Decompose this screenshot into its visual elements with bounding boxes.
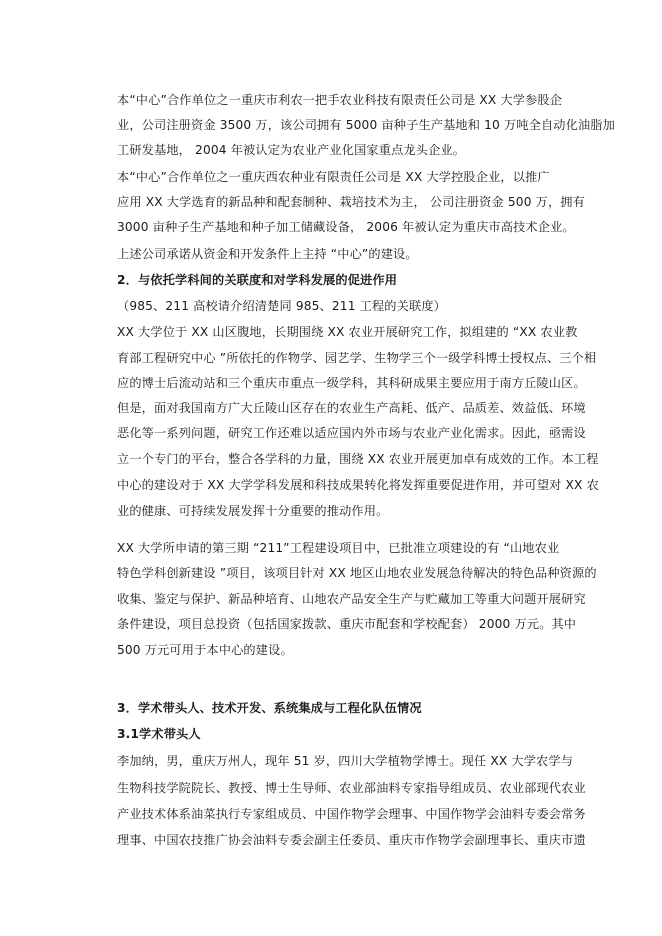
section3-heading: 3．学术带头人、技术开发、系统集成与工程化队伍情况 — [117, 701, 422, 715]
para5-line5: 500 万元可用于本中心的建设。 — [117, 643, 293, 657]
para2-line2: 应用 XX 大学选育的新品种和配套制种、栽培技术为主， 公司注册资金 500 万，拥有 — [117, 195, 585, 209]
para4-line6: 立一个专门的平台，整合各学科的力量，围绕 XX 农业开展更加卓有成效的工作。本工程 — [117, 452, 599, 466]
para2-line3: 3000 亩种子生产基地和种子加工储藏设备， 2006 年被认定为重庆市高技术企业。 — [117, 220, 575, 234]
para5-line1: XX 大学所申请的第三期 “211”工程建设项目中，已批准立项建设的有 “山地农业 — [117, 541, 560, 555]
para4-line7: 中心的建设对于 XX 大学学科发展和科技成果转化将发挥重要促进作用，并可望对 XX 农 — [117, 478, 599, 492]
section2-note: （985、211 高校请介绍清楚同 985、211 工程的关联度） — [117, 299, 446, 313]
section2-heading: 2．与依托学科间的关联度和对学科发展的促进作用 — [117, 273, 398, 287]
para4-line5: 恶化等一系列问题，研究工作还难以适应国内外市场与农业产业化需求。因此，亟需设 — [117, 426, 586, 440]
para4-line3: 应的博士后流动站和三个重庆市重点一级学科，其科研成果主要应用于南方丘陵山区。 — [117, 376, 586, 390]
section3-subheading: 3.1学术带头人 — [117, 727, 201, 741]
para5-line3: 收集、鉴定与保护、新品种培育、山地农产品安全生产与贮藏加工等重大问题开展研究 — [117, 592, 586, 606]
para2-line1: 本“中心”合作单位之一重庆西农种业有限责任公司是 XX 大学控股企业，以推广 — [117, 170, 550, 184]
para1-line3: 工研发基地， 2004 年被认定为农业产业化国家重点龙头企业。 — [117, 143, 466, 157]
para6-line4: 理事、中国农技推广协会油料专委会副主任委员、重庆市作物学会副理事长、重庆市遗 — [117, 833, 586, 847]
para1-line2: 业，公司注册资金 3500 万，该公司拥有 5000 亩种子生产基地和 10 万吨全自动化油脂加 — [117, 118, 615, 132]
para6-line1: 李加纳，男，重庆万州人，现年 51 岁，四川大学植物学博士。现任 XX 大学农学与 — [117, 754, 574, 768]
para1-line1: 本“中心”合作单位之一重庆市利农一把手农业科技有限责任公司是 XX 大学参股企 — [117, 93, 563, 107]
para5-line4: 条件建设，项目总投资（包括国家拨款、重庆市配套和学校配套） 2000 万元。其中 — [117, 617, 577, 631]
para4-line4: 但是，面对我国南方广大丘陵山区存在的农业生产高耗、低产、品质差、效益低、环境 — [117, 401, 586, 415]
para6-line3: 产业技术体系油菜执行专家组成员、中国作物学会理事、中国作物学会油料专委会常务 — [117, 807, 586, 821]
para6-line2: 生物科技学院院长、教授、博士生导师、农业部油料专家指导组成员、农业部现代农业 — [117, 781, 586, 795]
para3-line1: 上述公司承诺从资金和开发条件上主持 “中心”的建设。 — [117, 247, 418, 261]
para4-line1: XX 大学位于 XX 山区腹地，长期围绕 XX 农业开展研究工作，拟组建的 “XX 农业教 — [117, 325, 578, 339]
para4-line2: 育部工程研究中心 ”所依托的作物学、园艺学、生物学三个一级学科博士授权点、三个相 — [117, 351, 597, 365]
para4-line8: 业的健康、可持续发展发挥十分重要的推动作用。 — [117, 504, 389, 518]
para5-line2: 特色学科创新建设 ”项目，该项目针对 XX 地区山地农业发展急待解决的特色品种资源的 — [117, 566, 597, 580]
